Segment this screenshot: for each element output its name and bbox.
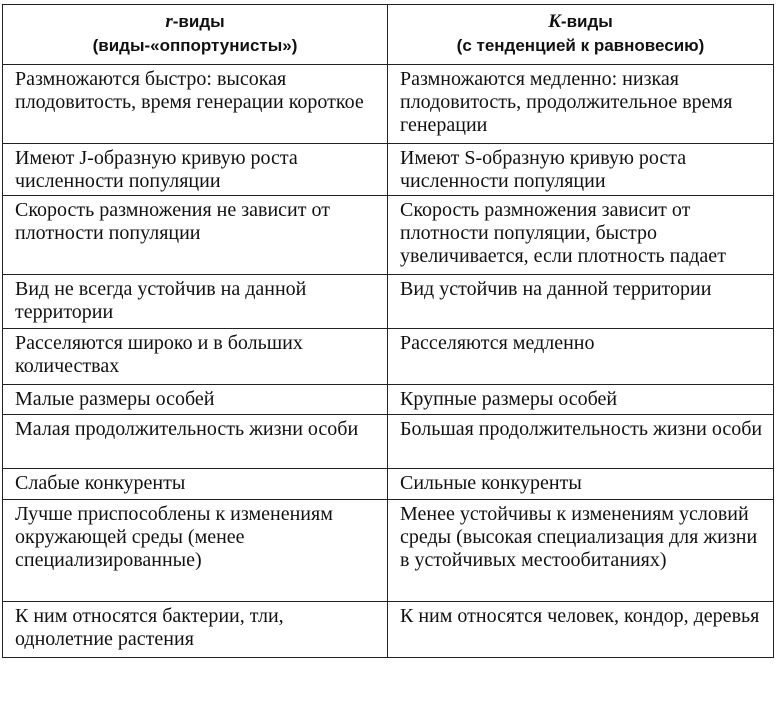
table-row [3, 65, 774, 144]
r-title: -виды [172, 12, 225, 31]
k-title: -виды [560, 12, 613, 31]
k-cell: Менее устойчивы к изменениям условий среды (высокая специализация для жизни в устойчивых местообитаниях) [388, 500, 774, 602]
r-cell: Малая продолжительность жизни особи [3, 415, 388, 469]
table-row [3, 144, 774, 196]
r-cell: Размножаются быстро: высокая плодовитость, время генерации короткое [3, 65, 388, 144]
k-symbol: K [548, 11, 561, 32]
k-cell: Вид устойчив на данной территории [388, 275, 774, 329]
r-cell: Малые размеры особей [3, 385, 388, 415]
r-cell: К ним относятся бактерии, тли, однолетние растения [3, 602, 388, 658]
k-subtitle: (с тенденцией к равновесию) [456, 36, 705, 55]
comparison-table [2, 4, 774, 658]
r-cell: Вид не всегда устойчив на данной территории [3, 275, 388, 329]
table-row [3, 275, 774, 329]
header-row [3, 5, 774, 65]
k-cell: Сильные конкуренты [388, 469, 774, 500]
r-symbol: r [165, 11, 173, 32]
k-cell: Большая продолжительность жизни особи [388, 415, 774, 469]
table-row [3, 469, 774, 500]
k-cell: Скорость размножения зависит от плотности популяции, быстро увеличивается, если плотность падает [388, 196, 774, 275]
k-cell: К ним относятся человек, кондор, деревья [388, 602, 774, 658]
table-row [3, 329, 774, 385]
k-cell: Крупные размеры особей [388, 385, 774, 415]
k-cell: Имеют S-образную кривую роста численности популяции [388, 144, 774, 196]
r-cell: Скорость размножения не зависит от плотности популяции [3, 196, 388, 275]
k-cell: Расселяются медленно [388, 329, 774, 385]
table-row [3, 196, 774, 275]
r-cell: Слабые конкуренты [3, 469, 388, 500]
r-cell: Лучше приспособлены к изменениям окружающей среды (менее специализированные) [3, 500, 388, 602]
table-row [3, 602, 774, 658]
table-row [3, 500, 774, 602]
table-row [3, 415, 774, 469]
r-cell: Расселяются широко и в больших количествах [3, 329, 388, 385]
table-row [3, 385, 774, 415]
r-cell: Имеют J-образную кривую роста численности популяции [3, 144, 388, 196]
header-k-species [388, 5, 774, 65]
k-cell: Размножаются медленно: низкая плодовитость, продолжительное время генерации [388, 65, 774, 144]
header-r-species [3, 5, 388, 65]
r-subtitle: (виды-«оппортунисты») [92, 36, 298, 55]
